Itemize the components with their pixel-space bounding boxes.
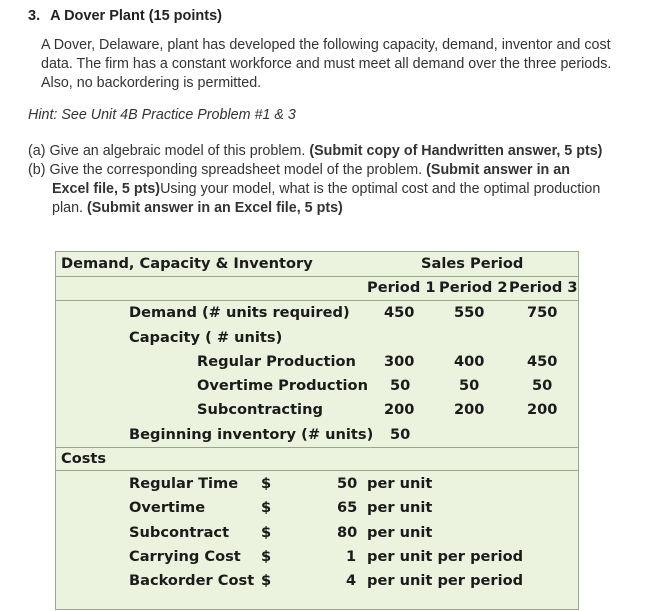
overtime-production-p2: 50 [459,377,480,394]
cost-backorder-amount: 4 [346,572,357,589]
part-b-bold-1: (Submit answer in an [426,162,570,178]
row-divider [56,276,578,277]
part-b-text-3: plan. [52,200,87,216]
table-header-right: Sales Period [421,255,524,272]
row-divider [56,300,578,301]
part-b-line-2 [52,181,600,197]
beginning-inventory-label: Beginning inventory (# units) [129,426,374,443]
data-table [55,251,579,610]
subcontracting-p1: 200 [384,401,415,418]
part-a-points: (Submit copy of Handwritten answer, 5 pts) [309,143,603,159]
cost-backorder-unit: per unit per period [367,572,524,589]
demand-p1: 450 [384,304,415,321]
cost-carrying-amount: 1 [346,548,357,565]
part-b-bold-3: (Submit answer in an Excel file, 5 pts) [86,200,343,216]
overtime-production-p3: 50 [532,377,553,394]
period-3-header: Period 3 [509,279,578,296]
demand-p3: 750 [527,304,558,321]
cost-subcontract-amount: 80 [337,524,358,541]
cost-overtime-amount: 65 [337,499,358,516]
subcontracting-p3: 200 [527,401,558,418]
cost-regular-time-currency: $ [261,475,272,492]
regular-production-label: Regular Production [197,353,356,370]
part-a [28,143,602,159]
cost-carrying-label: Carrying Cost [129,548,241,565]
paragraph-line-2: data. The firm has a constant workforce and must meet all demand over the three periods. [41,56,612,72]
overtime-production-p1: 50 [390,377,411,394]
beginning-inventory-value: 50 [390,426,411,443]
paragraph-line-3: Also, no backordering is permitted. [41,75,262,91]
cost-subcontract-unit: per unit [367,524,433,541]
question-title-text: A Dover Plant (15 points) [50,8,223,24]
regular-production-p3: 450 [527,353,558,370]
cost-regular-time-amount: 50 [337,475,358,492]
capacity-label: Capacity ( # units) [129,329,283,346]
question-title [28,8,222,24]
row-divider [56,447,578,448]
cost-subcontract-currency: $ [261,524,272,541]
cost-backorder-currency: $ [261,572,272,589]
cost-regular-time-unit: per unit [367,475,433,492]
regular-production-p2: 400 [454,353,485,370]
part-b-bold-2: Excel file, 5 pts) [52,181,161,197]
period-2-header: Period 2 [439,279,508,296]
hint-text: Hint: See Unit 4B Practice Problem #1 & 3 [28,107,296,123]
table-header-left: Demand, Capacity & Inventory [61,255,313,272]
demand-p2: 550 [454,304,485,321]
period-1-header: Period 1 [367,279,436,296]
cost-carrying-unit: per unit per period [367,548,524,565]
row-divider [56,470,578,471]
part-b-line-3 [52,200,343,216]
demand-label: Demand (# units required) [129,304,350,321]
regular-production-p1: 300 [384,353,415,370]
cost-backorder-label: Backorder Cost [129,572,255,589]
subcontracting-label: Subcontracting [197,401,323,418]
part-b-line-1 [28,162,570,178]
cost-overtime-unit: per unit [367,499,433,516]
part-b-text-1: (b) Give the corresponding spreadsheet model of the problem. [28,162,427,178]
question-number: 3. [28,8,41,24]
cost-carrying-currency: $ [261,548,272,565]
subcontracting-p2: 200 [454,401,485,418]
cost-overtime-currency: $ [261,499,272,516]
cost-subcontract-label: Subcontract [129,524,230,541]
costs-label: Costs [61,450,107,467]
part-b-text-2: Using your model, what is the optimal cost and the optimal production [160,181,601,197]
cost-overtime-label: Overtime [129,499,206,516]
cost-regular-time-label: Regular Time [129,475,239,492]
overtime-production-label: Overtime Production [197,377,368,394]
paragraph-line-1: A Dover, Delaware, plant has developed the following capacity, demand, inventor and cost [41,37,611,53]
part-a-text: (a) Give an algebraic model of this problem. [28,143,310,159]
